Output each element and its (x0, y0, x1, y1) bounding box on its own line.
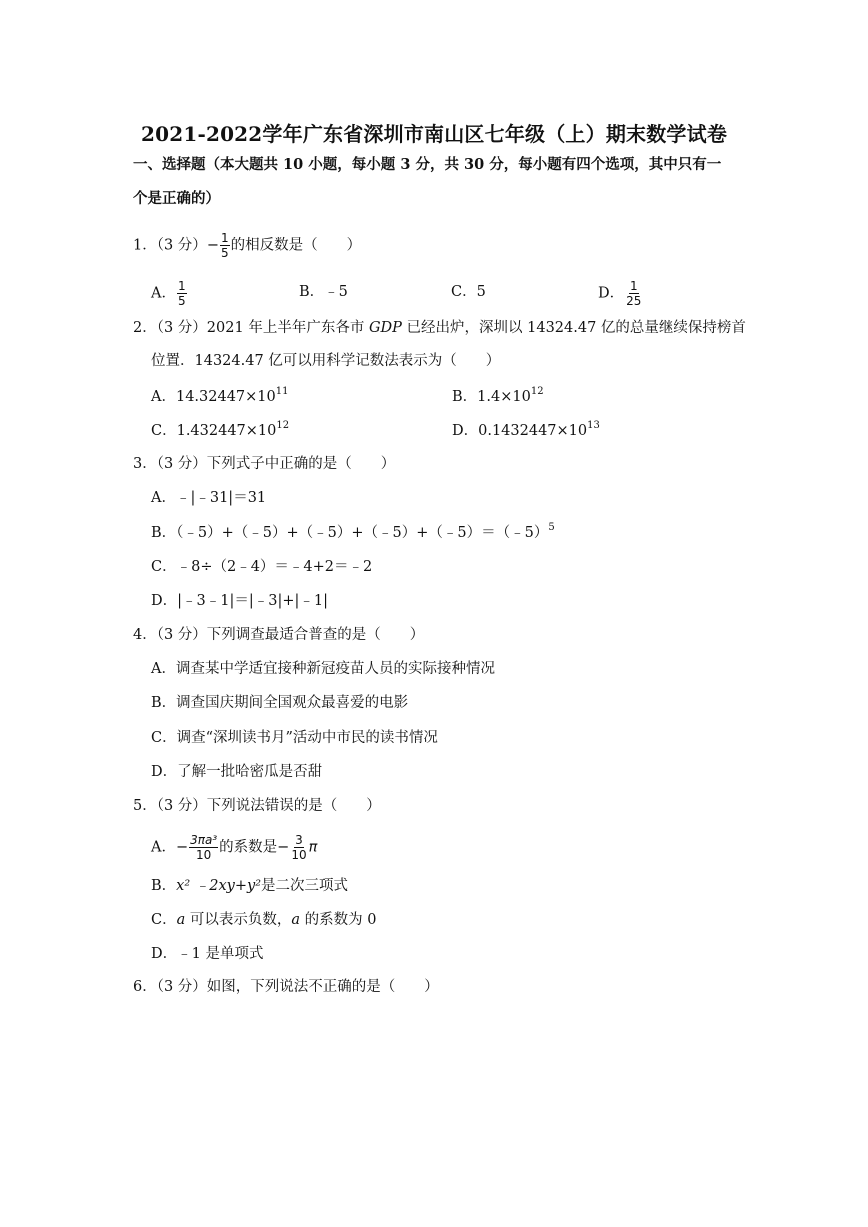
page-title: 2021-2022学年广东省深圳市南山区七年级（上）期末数学试卷 (140, 122, 728, 146)
question-1-stem (133, 232, 361, 259)
option-text: B．1.4×10 (452, 389, 531, 405)
question-1-option-a (151, 280, 188, 307)
question-2-option-a (151, 387, 289, 407)
fraction (290, 834, 307, 861)
fraction-denominator: 10 (196, 848, 212, 862)
option-text: 可以表示负数， (185, 912, 292, 928)
question-1-option-c: C．5 (451, 284, 486, 300)
fraction (177, 280, 187, 307)
option-label: A． (151, 839, 176, 856)
exponent: 12 (530, 386, 544, 397)
question-3-option-a: A．﹣|﹣31|＝31 (151, 490, 267, 506)
question-4-option-d: D．了解一批哈密瓜是否甜 (151, 764, 323, 780)
question-4-stem: 4．（3 分）下列调查最适合普查的是（ ） (133, 627, 425, 643)
variable-a: a (176, 912, 186, 928)
question-2-option-b (452, 387, 544, 407)
exponent: 12 (276, 420, 290, 431)
minus-sign: − (277, 839, 290, 856)
option-label: B． (151, 878, 177, 894)
question-2-stem-line1 (133, 318, 746, 338)
option-label: A． (151, 285, 176, 302)
fraction-numerator: 1 (629, 279, 638, 293)
fraction-numerator: 1 (220, 231, 229, 245)
question-5-stem: 5．（3 分）下列说法错误的是（ ） (133, 798, 381, 814)
question-4-option-b: B．调查国庆期间全国观众最喜爱的电影 (151, 695, 409, 711)
option-text: 是二次三项式 (261, 878, 349, 894)
question-2-stem-line2: 位置．14324.47 亿可以用科学记数法表示为（ ） (151, 353, 501, 369)
pi-symbol: π (308, 839, 318, 856)
question-1-prefix: 1．（3 分） (133, 237, 207, 254)
question-2-suffix: 已经出炉，深圳以 14324.47 亿的总量继续保持榜首 (401, 320, 746, 336)
question-3-option-b (151, 523, 555, 543)
option-text: D．0.1432447×10 (452, 423, 588, 439)
gdp-term: GDP (368, 320, 402, 336)
question-2-option-c (151, 421, 289, 441)
option-text: B．（﹣5）+（﹣5）+（﹣5）+（﹣5）+（﹣5）＝（﹣5） (151, 525, 549, 541)
section-heading (133, 148, 743, 216)
option-text: C．1.432447×10 (151, 423, 277, 439)
minus-sign: − (206, 237, 219, 254)
question-3-option-d: D．|﹣3﹣1|＝|﹣3|+|﹣1| (151, 593, 328, 609)
question-5-option-d: D．﹣1 是单项式 (151, 946, 264, 962)
fraction-numerator: 1 (177, 279, 186, 293)
fraction-denominator: 25 (626, 294, 642, 308)
question-2-option-d (452, 421, 600, 441)
question-5-option-a (151, 834, 317, 861)
question-3-option-c: C．﹣8÷（2﹣4）＝﹣4+2＝﹣2 (151, 559, 373, 575)
question-1-suffix: 的相反数是（ ） (230, 237, 362, 254)
question-1-option-b: B．﹣5 (299, 284, 348, 300)
question-4-option-a: A．调查某中学适宜接种新冠疫苗人员的实际接种情况 (151, 661, 495, 677)
question-4-option-c: C．调查“深圳读书月”活动中市民的读书情况 (151, 730, 438, 746)
exponent: 13 (587, 420, 600, 431)
option-text: 的系数是 (219, 839, 278, 856)
option-text: 的系数为 0 (300, 912, 377, 928)
fraction (625, 280, 642, 307)
question-6-stem: 6．（3 分）如图，下列说法不正确的是（ ） (133, 979, 439, 995)
exponent: 11 (275, 386, 289, 397)
fraction-numerator: 3 (295, 833, 303, 847)
question-2-prefix: 2．（3 分）2021 年上半年广东各市 (133, 320, 369, 336)
polynomial-expression: x² ﹣2xy+y² (176, 878, 262, 894)
section-heading-line2: 个是正确的） (133, 190, 220, 207)
option-label: C． (151, 912, 177, 928)
fraction-denominator: 5 (177, 294, 186, 308)
section-heading-line1: 一、选择题（本大题共 10 小题，每小题 3 分，共 30 分，每小题有四个选项，其中只有一 (133, 156, 722, 173)
question-5-option-c (151, 910, 376, 930)
minus-sign: − (175, 839, 189, 856)
fraction-denominator: 10 (291, 848, 307, 862)
fraction (220, 232, 230, 259)
variable-a: a (291, 912, 301, 928)
option-text: A．14.32447×10 (151, 389, 276, 405)
question-5-option-b (151, 876, 348, 896)
question-3-stem: 3．（3 分）下列式子中正确的是（ ） (133, 456, 396, 472)
exponent: 5 (548, 522, 555, 533)
fraction-numerator: 3πa³ (190, 833, 218, 847)
fraction (189, 834, 218, 861)
fraction-denominator: 5 (220, 246, 229, 260)
option-label: D． (598, 285, 625, 302)
question-1-option-d (598, 280, 643, 307)
